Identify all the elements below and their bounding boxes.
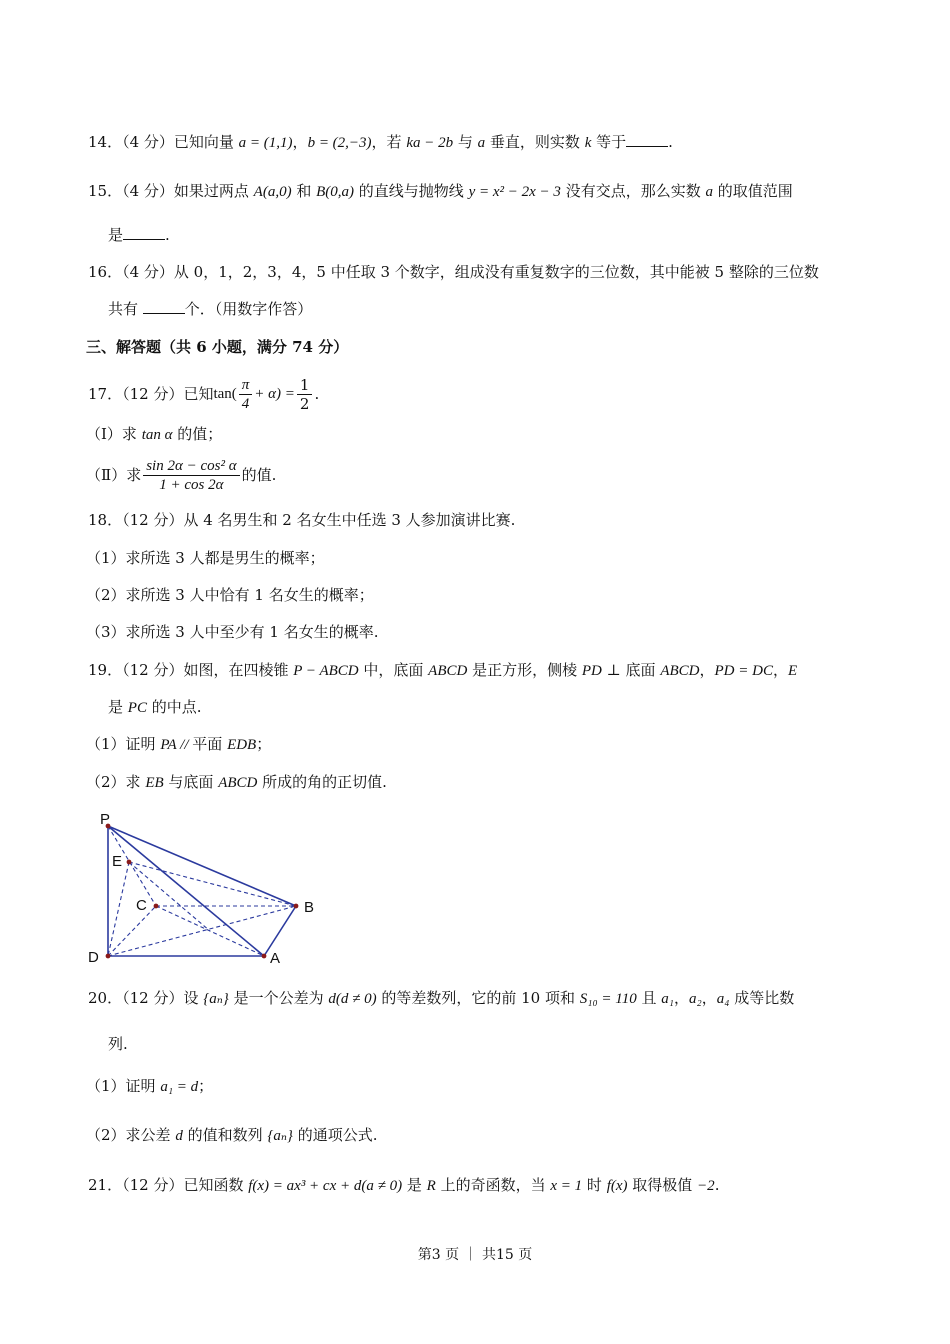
q17-frac-half xyxy=(297,376,313,413)
q19-line2-pre: 是 xyxy=(108,698,128,716)
q20-a2: a₂ xyxy=(688,991,702,1007)
q20-p1-end: ； xyxy=(198,1077,214,1095)
q15-and: 和 xyxy=(291,182,317,200)
q15-point-b: B(0,a) xyxy=(316,184,355,200)
q19-base: ABCD xyxy=(428,663,468,679)
point-d xyxy=(106,954,111,959)
q16-answer-blank[interactable] xyxy=(143,299,185,314)
q15-mid: 的直线与抛物线 xyxy=(354,182,469,200)
label-a: A xyxy=(270,950,281,967)
q17-one: 1 xyxy=(297,376,313,395)
q20-line2: 列. xyxy=(108,1035,128,1053)
q15-line1 xyxy=(88,181,793,202)
point-e xyxy=(127,860,132,865)
q14-mid2: 与 xyxy=(453,133,478,151)
q17-line xyxy=(88,374,319,414)
q19-base2: ABCD xyxy=(660,663,700,679)
edge-ed xyxy=(108,862,129,956)
q14-k: k xyxy=(584,135,592,151)
q17-p2-num: sin 2α − cos² α xyxy=(143,457,239,476)
q20-p2-seq: {aₙ} xyxy=(267,1128,293,1144)
q19-p2-base: ABCD xyxy=(218,775,258,791)
q20-t2: 的等差数列，它的前 10 项和 xyxy=(376,989,580,1007)
q17-two: 2 xyxy=(299,394,310,413)
page-footer: 第3 页 ｜ 共15 页 xyxy=(417,1247,533,1263)
q20-p2-pre: （2）求公差 xyxy=(86,1126,176,1144)
q20-t1: 是一个公差为 xyxy=(228,989,329,1007)
label-d: D xyxy=(88,949,99,966)
q17-p1-pre: （Ⅰ）求 xyxy=(86,425,142,443)
q21-end: . xyxy=(714,1176,720,1194)
q19-t3: ⊥ 底面 xyxy=(601,661,661,679)
q15-line2-pre: 是 xyxy=(108,226,124,244)
q15-answer-blank[interactable] xyxy=(123,225,165,240)
q14-vec-a: a = (1,1) xyxy=(238,135,293,151)
q21-val: −2 xyxy=(697,1178,715,1194)
q19-pc: PC xyxy=(127,700,147,716)
q19-label: 19．（12 分）如图，在四棱锥 xyxy=(88,661,294,679)
q20-p2-d: d xyxy=(175,1128,183,1144)
q21-t2: 上的奇函数，当 xyxy=(435,1176,551,1194)
q17-part1 xyxy=(86,424,222,445)
q19-part2 xyxy=(86,772,387,793)
q14-tail2: 等于 xyxy=(591,133,627,151)
q20-line1 xyxy=(88,988,794,1009)
q20-p1-pre: （1）证明 xyxy=(86,1077,161,1095)
q17-label: 17．（12 分）已知 xyxy=(88,385,214,403)
q14-sep: ， xyxy=(292,133,308,151)
q20-t3: 且 xyxy=(636,989,662,1007)
edge-ab xyxy=(264,906,296,956)
label-p: P xyxy=(100,811,111,828)
q21-r: R xyxy=(426,1178,436,1194)
label-b: B xyxy=(304,899,315,916)
q19-part1 xyxy=(86,734,271,755)
q14-answer-blank[interactable] xyxy=(626,132,668,147)
figure-dashed-edges xyxy=(108,826,296,956)
q14-tail: 垂直，则实数 xyxy=(485,133,585,151)
q20-a4: a₄ xyxy=(716,991,730,1007)
q15-line2-end: . xyxy=(165,226,170,244)
q19-p1-end: ； xyxy=(256,735,272,753)
edge-pb xyxy=(108,826,296,906)
q17-plus-alpha: + α) = xyxy=(254,386,295,402)
q19-line2 xyxy=(108,697,202,718)
q19-pyramid: P − ABCD xyxy=(293,663,359,679)
q15-line2 xyxy=(108,225,170,245)
q20-s10: S₁₀ = 110 xyxy=(579,991,637,1007)
q17-frac-pi4 xyxy=(239,376,253,413)
pyramid-figure xyxy=(80,808,330,970)
q18-part1: （1）求所选 3 人都是男生的概率； xyxy=(86,549,325,567)
q20-p2-end: 的通项公式. xyxy=(292,1126,378,1144)
q17-tan: tan( xyxy=(213,386,237,402)
q20-part2 xyxy=(86,1125,377,1146)
label-e: E xyxy=(112,853,123,870)
q20-d: d(d ≠ 0) xyxy=(328,991,377,1007)
q21-label: 21．（12 分）已知函数 xyxy=(88,1176,249,1194)
q16-line2 xyxy=(108,299,312,319)
q17-end: . xyxy=(314,385,320,403)
q14-mid: ，若 xyxy=(371,133,407,151)
q17-p2-end: 的值. xyxy=(241,466,277,484)
q20-part1 xyxy=(86,1076,213,1097)
q19-p2-mid: 与底面 xyxy=(163,773,219,791)
figure-points xyxy=(106,824,299,959)
point-c xyxy=(154,904,159,909)
q20-c1: ， xyxy=(673,989,689,1007)
q14-expr: ka − 2b xyxy=(406,135,454,151)
q15-label: 15．（4 分）如果过两点 xyxy=(88,182,254,200)
q20-p1-expr: a₁ = d xyxy=(160,1079,199,1095)
q17-p2-frac xyxy=(143,457,239,494)
q15-point-a: A(a,0) xyxy=(253,184,292,200)
edge-dc xyxy=(108,906,156,956)
q21-t4: 取得极值 xyxy=(627,1176,698,1194)
q19-e: E xyxy=(787,663,798,679)
q19-line1 xyxy=(88,660,797,681)
q19-line2-end: 的中点. xyxy=(146,698,202,716)
q19-p1-plane: EDB xyxy=(227,737,257,753)
q20-c2: ， xyxy=(701,989,717,1007)
q15-curve: y = x² − 2x − 3 xyxy=(468,184,561,200)
q14-label: 14．（4 分）已知向量 xyxy=(88,133,239,151)
q21-line xyxy=(88,1175,719,1196)
figure-solid-edges xyxy=(108,826,296,956)
edge-eb xyxy=(129,862,296,906)
q18-part2: （2）求所选 3 人中恰有 1 名女生的概率； xyxy=(86,586,374,604)
q15-a: a xyxy=(705,184,713,200)
q20-p2-mid: 的值和数列 xyxy=(182,1126,268,1144)
q16-line2-end: 个．（用数字作答） xyxy=(184,300,313,318)
q18-part3: （3）求所选 3 人中至少有 1 名女生的概率. xyxy=(86,623,379,641)
q20-a1: a₁ xyxy=(661,991,674,1007)
q14-a: a xyxy=(477,135,486,151)
q17-p2-pre: （Ⅱ）求 xyxy=(86,466,142,484)
q21-function: f(x) = ax³ + cx + d(a ≠ 0) xyxy=(248,1178,403,1194)
q16-line1: 16．（4 分）从 0，1，2，3，4，5 中任取 3 个数字，组成没有重复数字的三位数，其中能被 5 整除的三位数 xyxy=(88,263,819,281)
q19-p1-pre: （1）证明 xyxy=(86,735,161,753)
q21-fx: f(x) xyxy=(606,1178,628,1194)
q19-pd: PD xyxy=(581,663,602,679)
q16-line2-pre: 共有 xyxy=(108,300,143,318)
q17-part2 xyxy=(86,454,276,496)
q21-t3: 时 xyxy=(582,1176,607,1194)
q14-line xyxy=(88,132,673,153)
q20-label: 20．（12 分）设 xyxy=(88,989,204,1007)
q17-p2-den: 1 + cos 2α xyxy=(159,476,224,493)
q17-p1-expr: tan α xyxy=(141,427,173,443)
point-a xyxy=(262,954,267,959)
q19-p2-end: 所成的角的正切值. xyxy=(257,773,387,791)
q19-t2: 是正方形，侧棱 xyxy=(467,661,582,679)
section-heading: 三、解答题（共 6 小题，满分 74 分） xyxy=(86,338,349,356)
q14-end: . xyxy=(668,133,673,151)
q20-t4: 成等比数 xyxy=(729,989,795,1007)
q14-vec-b: b = (2,−3) xyxy=(307,135,372,151)
q17-p1-end: 的值； xyxy=(172,425,223,443)
q17-four: 4 xyxy=(241,395,250,412)
q19-p1-mid: 平面 xyxy=(192,735,228,753)
q19-t1: 中，底面 xyxy=(358,661,429,679)
q19-p2-eb: EB xyxy=(145,775,164,791)
q15-tail2: 的取值范围 xyxy=(712,182,793,200)
q19-eq: PD = DC xyxy=(714,663,773,679)
q19-t4: ， xyxy=(699,661,715,679)
q19-p2-pre: （2）求 xyxy=(86,773,146,791)
q17-pi: π xyxy=(239,376,253,395)
label-c: C xyxy=(136,897,147,914)
q20-seq: {aₙ} xyxy=(203,991,229,1007)
q21-x1: x = 1 xyxy=(550,1178,583,1194)
q19-p1-expr: PA // xyxy=(160,737,193,753)
q21-t1: 是 xyxy=(402,1176,427,1194)
point-b xyxy=(294,904,299,909)
q19-t5: ， xyxy=(772,661,788,679)
q18-line1: 18．（12 分）从 4 名男生和 2 名女生中任选 3 人参加演讲比赛. xyxy=(88,511,516,529)
q15-tail: 没有交点，那么实数 xyxy=(560,182,706,200)
